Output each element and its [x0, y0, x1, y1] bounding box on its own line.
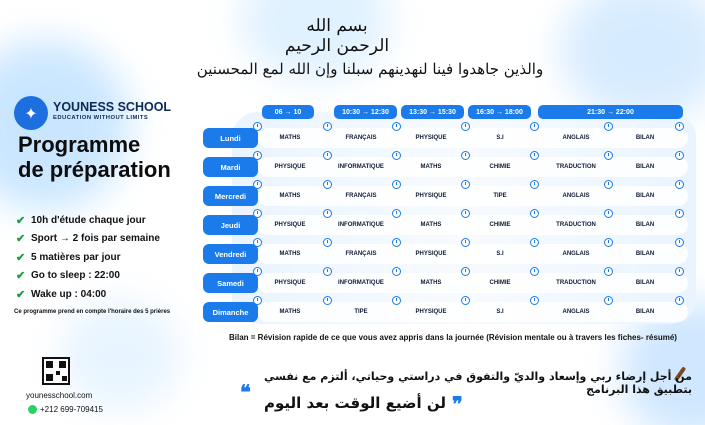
program-checklist — [16, 211, 160, 304]
quran-verse: والذين جاهدوا فينا لنهدينهم سبلنا وإن الله لمع المحسنين — [196, 60, 544, 78]
clock-icon — [675, 296, 684, 305]
school-logo-icon: ✦ — [14, 96, 48, 130]
clock-icon — [461, 296, 470, 305]
subject-cell: ANGLAIS — [562, 193, 590, 199]
subject-cell: PHYSIQUE — [415, 135, 447, 141]
check-icon: ✔ — [16, 270, 26, 283]
arabic-commitment: من أجل إرضاء ربي وإسعاد والديّ والتفوق في دراستي وحياتي، ألتزم مع نفسي بتطبيق هذا البرنامج — [263, 370, 692, 396]
clock-icon — [530, 209, 539, 218]
clock-icon — [461, 238, 470, 247]
day-label: Jeudi — [203, 215, 258, 235]
time-slot-header: 10:30 → 12:30 — [334, 105, 397, 119]
time-slot-header: 13:30 → 15:30 — [401, 105, 464, 119]
subject-cell: PHYSIQUE — [415, 251, 447, 257]
basmala-calligraphy: بسم الله الرحمن الرحيم — [284, 16, 390, 56]
program-title-line2: de préparation — [18, 157, 171, 182]
subject-cell: ANGLAIS — [562, 251, 590, 257]
subject-cell: BILAN — [635, 135, 655, 141]
subject-cell: TRADUCTION — [556, 280, 596, 286]
clock-icon — [461, 122, 470, 131]
prayer-note: Ce programme prend en compte l'horaire des 5 prières — [14, 309, 171, 315]
quote-open-icon: ❞ — [452, 392, 463, 416]
subject-cell: ANGLAIS — [562, 309, 590, 315]
subject-cell: PHYSIQUE — [415, 309, 447, 315]
day-label: Lundi — [203, 128, 258, 148]
check-icon: ✔ — [16, 288, 26, 301]
clock-icon — [675, 180, 684, 189]
subject-cell: MATHS — [279, 135, 301, 141]
subject-cell: FRANÇAIS — [345, 135, 377, 141]
clock-icon — [530, 238, 539, 247]
subject-cell: MATHS — [279, 309, 301, 315]
time-slot-header: 06 → 10 — [262, 105, 314, 119]
subject-cell: MATHS — [420, 222, 442, 228]
brand-name: YOUNESS SCHOOL — [53, 100, 172, 114]
program-title-line1: Programme — [18, 132, 141, 157]
phone-contact[interactable]: +212 699-709415 — [28, 405, 103, 414]
subject-cell: PHYSIQUE — [415, 193, 447, 199]
subject-cell: TRADUCTION — [556, 222, 596, 228]
subject-cell: MATHS — [420, 164, 442, 170]
check-icon: ✔ — [16, 251, 26, 264]
subject-cell: BILAN — [635, 280, 655, 286]
checklist-item: ✔ Wake up : 04:00 — [16, 288, 107, 301]
subject-cell: MATHS — [279, 193, 301, 199]
check-icon: ✔ — [16, 214, 26, 227]
checklist-item: ✔ Sport → 2 fois par semaine — [16, 233, 160, 246]
subject-cell: MATHS — [420, 280, 442, 286]
check-icon: ✔ — [16, 233, 26, 246]
subject-cell: INFORMATIQUE — [338, 164, 384, 170]
clock-icon — [675, 151, 684, 160]
checklist-item: ✔ 10h d'étude chaque jour — [16, 214, 146, 227]
clock-icon — [530, 180, 539, 189]
brand-tagline: EDUCATION WITHOUT LIMITS — [53, 115, 149, 121]
day-label: Dimanche — [203, 302, 258, 322]
day-label: Vendredi — [203, 244, 258, 264]
clock-icon — [675, 122, 684, 131]
subject-cell: CHIMIE — [489, 222, 511, 228]
subject-cell: S.I — [496, 309, 504, 315]
subject-cell: TIPE — [354, 309, 368, 315]
subject-cell: PHYSIQUE — [274, 222, 306, 228]
subject-cell: MATHS — [279, 251, 301, 257]
quote-close-icon: ❝ — [240, 380, 251, 404]
clock-icon — [675, 238, 684, 247]
program-title — [18, 132, 203, 182]
qr-code-icon[interactable] — [42, 357, 70, 385]
checklist-item: ✔ 5 matières par jour — [16, 251, 121, 264]
day-label: Mercredi — [203, 186, 258, 206]
subject-cell: BILAN — [635, 193, 655, 199]
website-link[interactable]: younesschool.com — [26, 391, 93, 400]
subject-cell: CHIMIE — [489, 280, 511, 286]
subject-cell: S.I — [496, 251, 504, 257]
subject-cell: ANGLAIS — [562, 135, 590, 141]
checklist-item: ✔ Go to sleep : 22:00 — [16, 270, 120, 283]
subject-cell: TRADUCTION — [556, 164, 596, 170]
clock-icon — [461, 180, 470, 189]
clock-icon — [530, 267, 539, 276]
arabic-motto: لن أضيع الوقت بعد اليوم — [264, 394, 446, 412]
subject-cell: TIPE — [493, 193, 507, 199]
subject-cell: BILAN — [635, 164, 655, 170]
subject-cell: BILAN — [635, 222, 655, 228]
subject-cell: PHYSIQUE — [274, 164, 306, 170]
clock-icon — [461, 267, 470, 276]
day-label: Samedi — [203, 273, 258, 293]
time-slot-header: 21:30 → 22:00 — [538, 105, 683, 119]
subject-cell: BILAN — [635, 309, 655, 315]
clock-icon — [675, 267, 684, 276]
time-slot-header: 16:30 → 18:00 — [468, 105, 531, 119]
clock-icon — [675, 209, 684, 218]
subject-cell: BILAN — [635, 251, 655, 257]
subject-cell: FRANÇAIS — [345, 251, 377, 257]
clock-icon — [461, 151, 470, 160]
whatsapp-icon — [28, 405, 37, 414]
subject-cell: INFORMATIQUE — [338, 280, 384, 286]
clock-icon — [530, 122, 539, 131]
subject-cell: INFORMATIQUE — [338, 222, 384, 228]
subject-cell: FRANÇAIS — [345, 193, 377, 199]
day-label: Mardi — [203, 157, 258, 177]
bilan-definition: Bilan = Révision rapide de ce que vous avez appris dans la journée (Révision mentale ou à travers les fiches- résumé) — [229, 333, 677, 342]
clock-icon — [461, 209, 470, 218]
subject-cell: PHYSIQUE — [274, 280, 306, 286]
clock-icon — [530, 296, 539, 305]
subject-cell: CHIMIE — [489, 164, 511, 170]
clock-icon — [530, 151, 539, 160]
subject-cell: S.I — [496, 135, 504, 141]
